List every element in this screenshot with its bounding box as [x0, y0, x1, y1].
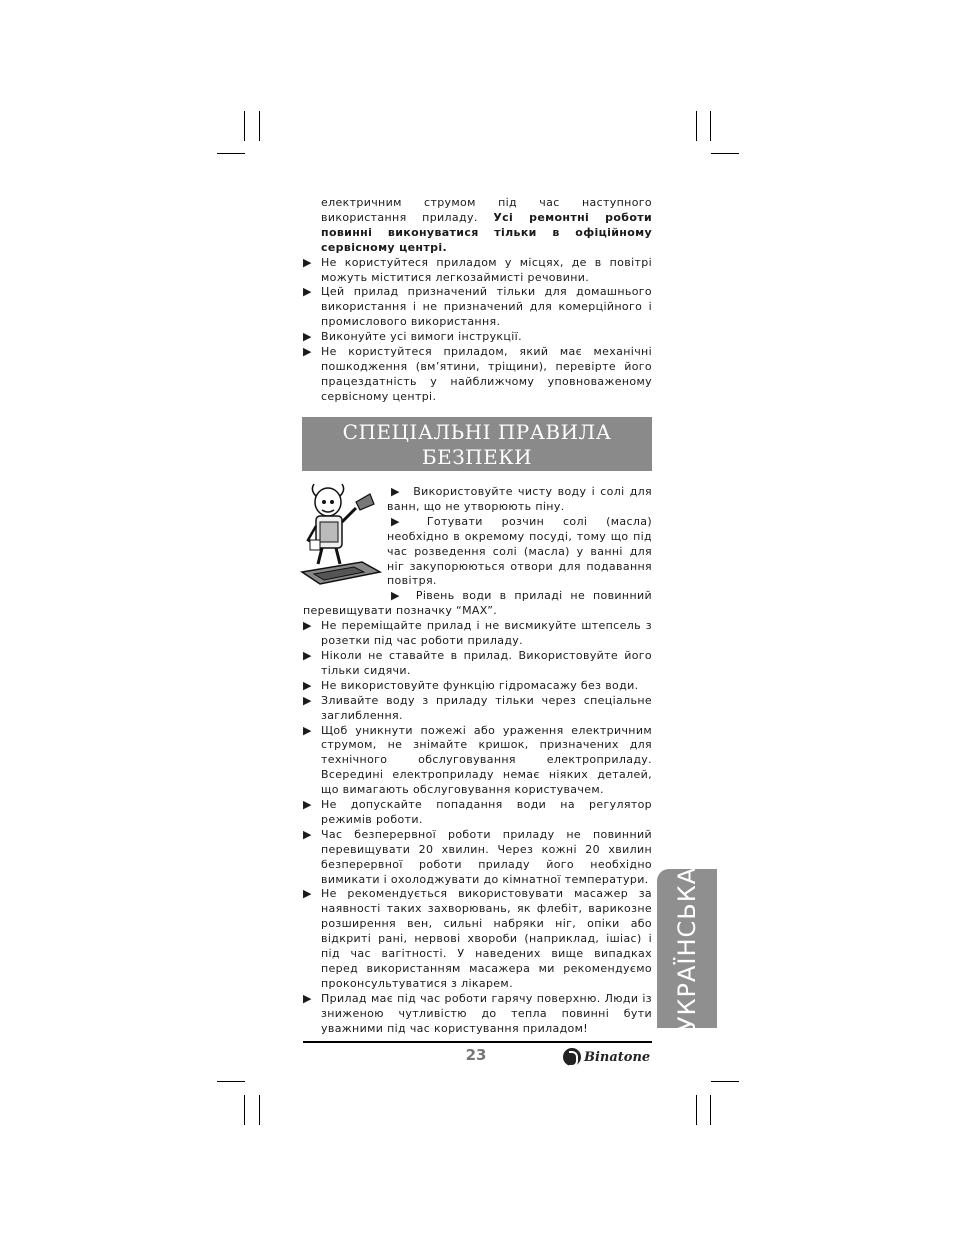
- bullet-arrow-icon: ▶: [303, 723, 312, 737]
- crop-mark: [711, 153, 739, 154]
- list-item: ▶ Цей прилад призначений тільки для домашнього використання і не призначений для комерційного і промислового використання.: [303, 285, 652, 329]
- list-item: ▶ Не користуйтеся приладом у місцях, де в повітрі можуть міститися легкозаймисті речовини.: [303, 255, 652, 284]
- bullet-arrow-icon: ▶: [391, 485, 402, 498]
- list-item: ▶ Зливайте воду з приладу тільки через спеціальне заглиблення.: [303, 693, 652, 722]
- bullet-arrow-icon: ▶: [303, 285, 312, 299]
- list-item: ▶ Не використовуйте функцію гідромасажу без води.: [303, 678, 639, 692]
- brand-name: Binatone: [584, 1049, 651, 1065]
- crop-mark: [244, 111, 245, 141]
- bullet-arrow-icon: ▶: [303, 619, 312, 633]
- list-item: ▶ Не переміщайте прилад і не висмикуйте штепсель з розетки під час роботи приладу.: [303, 619, 652, 648]
- list-item: ▶ Не рекомендується використовувати масажер за наявності таких захворювань, як флебіт, варикозне розширення вен, сильні набряки ніг, опіки або відкриті рані, нервові хвороби (наприклад, ішіас) і під час вагітності. У наведених вище випадках перед використанням масажера ми рекомендуємо проконсультуватися з лікарем.: [303, 887, 652, 990]
- list-item: ▶ Виконуйте усі вимоги інструкції.: [303, 330, 522, 344]
- bullet-arrow-icon: ▶: [303, 648, 312, 662]
- special-rules-list: [303, 485, 652, 1037]
- bullet-arrow-icon: ▶: [303, 678, 312, 692]
- list-item: ▶ Рівень води в приладі не повинний перевищувати позначку “MAX”.: [303, 589, 652, 618]
- bullet-arrow-icon: ▶: [303, 827, 312, 841]
- top-text-block: [303, 196, 652, 405]
- bullet-arrow-icon: ▶: [303, 991, 312, 1005]
- list-item: ▶ Час безперервної роботи приладу не повинний перевищувати 20 хвилин. Через кожні 20 хвилин безперервної роботи приладу його необхідно вимикати і охолоджувати до кімнатної температури.: [303, 827, 652, 886]
- crop-mark: [710, 1095, 711, 1125]
- list-item: ▶ Не допускайте попадання води на регулятор режимів роботи.: [303, 798, 652, 826]
- bullet-arrow-icon: ▶: [391, 589, 404, 603]
- crop-mark: [217, 153, 245, 154]
- crop-mark: [696, 111, 697, 141]
- page-number: 23: [465, 1046, 487, 1064]
- crop-mark: [259, 111, 260, 141]
- crop-mark: [710, 111, 711, 141]
- crop-mark: [244, 1095, 245, 1125]
- language-label: УКРАЇНСЬКА: [673, 866, 701, 1032]
- continued-paragraph: електричним струмом під час наступного використання приладу. Усі ремонтні роботи повинні виконуватися тільки в офіційному сервісному центрі.: [321, 196, 653, 254]
- section-title-line2: БЕЗПЕКИ: [421, 445, 533, 469]
- bullet-arrow-icon: ▶: [303, 330, 312, 344]
- binatone-logo-icon: [563, 1048, 581, 1066]
- bullet-arrow-icon: ▶: [303, 345, 312, 359]
- brand-logo: [563, 1046, 650, 1068]
- crop-mark: [217, 1081, 245, 1082]
- crop-mark: [696, 1095, 697, 1125]
- list-item: ▶ Ніколи не ставайте в прилад. Використовуйте його тільки сидячи.: [303, 648, 652, 677]
- list-item: ▶ Використовуйте чисту воду і солі для ванн, що не утворюють піну.: [387, 485, 653, 513]
- list-item: ▶ Не користуйтеся приладом, який має механічні пошкодження (вм’ятини, тріщини), перевірте його працездатність у найближчому уповноваженому сервісному центрі.: [303, 345, 652, 403]
- bullet-arrow-icon: ▶: [303, 255, 312, 269]
- crop-mark: [259, 1095, 260, 1125]
- section-heading-banner: [302, 417, 652, 471]
- crop-mark: [711, 1081, 739, 1082]
- footer-rule: [303, 1041, 652, 1043]
- bullet-arrow-icon: ▶: [391, 514, 415, 528]
- section-title-line1: СПЕЦІАЛЬНІ ПРАВИЛА: [342, 420, 612, 444]
- list-item: ▶ Прилад має під час роботи гарячу поверхню. Люди із зниженою чутливістю до тепла повинні бути уважними під час користування приладом!: [303, 991, 652, 1035]
- list-item: ▶ Щоб уникнути пожежі або ураження електричним струмом, не знімайте кришок, призначених для технічного обслуговування електроприладу. Всередині електроприладу немає ніяких деталей, що вимагають обслуговування користувачем.: [303, 723, 652, 797]
- bullet-arrow-icon: ▶: [303, 887, 312, 901]
- bullet-arrow-icon: ▶: [303, 693, 312, 707]
- language-side-tab: [657, 866, 717, 1032]
- bullet-arrow-icon: ▶: [303, 798, 312, 812]
- list-item: ▶ Готувати розчин солі (масла) необхідно в окремому посуді, тому що під час розведення солі (масла) у ванні для ніг закупорюються отвори для подавання повітря.: [387, 514, 652, 588]
